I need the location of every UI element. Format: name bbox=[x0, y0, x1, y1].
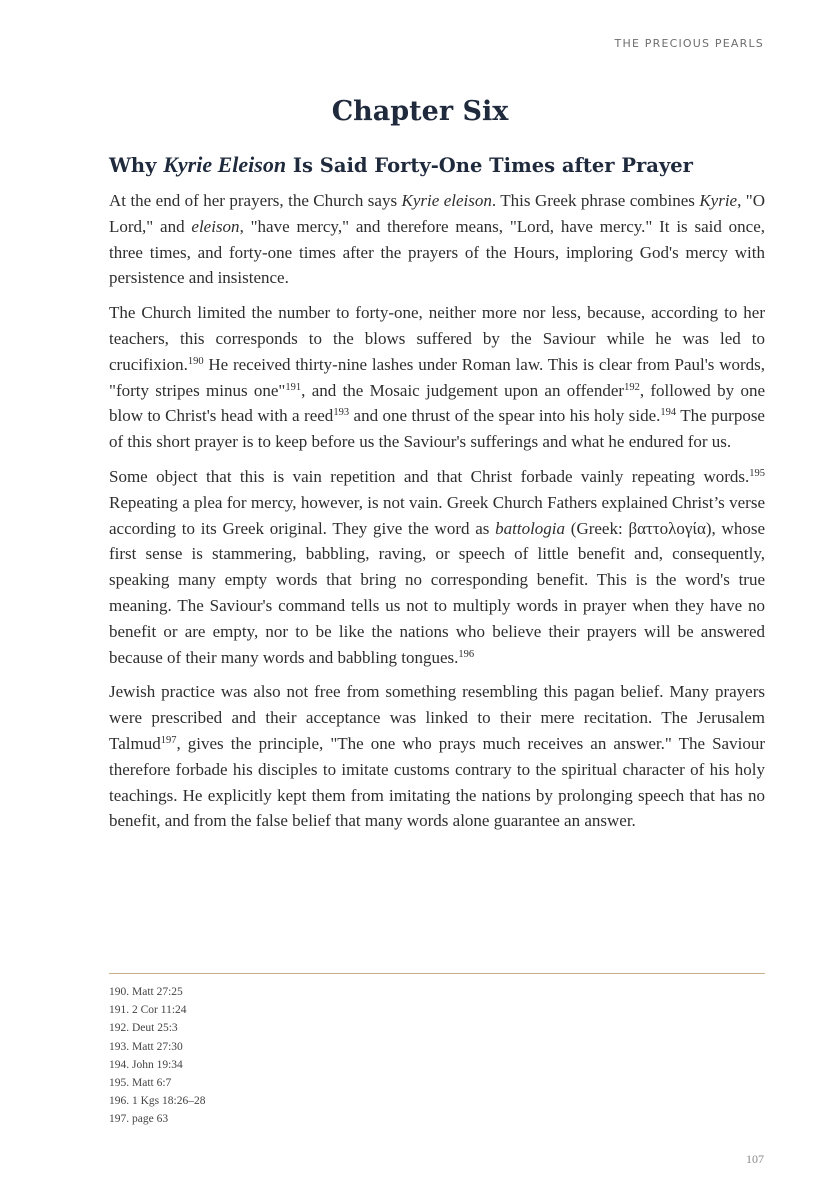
text-run: , followed by one blow to Christ's head with a reed bbox=[109, 380, 765, 426]
footnote-ref[interactable]: 195 bbox=[749, 467, 765, 479]
italic-term: eleison bbox=[191, 216, 240, 236]
italic-term: Kyrie eleison bbox=[401, 191, 492, 210]
paragraph-1 bbox=[109, 188, 765, 291]
text-run: The Church limited the number to forty-one, neither more nor less, because, according to her teachers, this corresponds to the blows suffered by the Saviour while he was led to crucifixion. bbox=[109, 303, 765, 374]
footnote-197: 197. page 63 bbox=[109, 1113, 169, 1126]
text-run: Some object that this is vain repetition and that Christ forbade vainly repeating words. bbox=[109, 466, 750, 486]
footnote-ref[interactable]: 190 bbox=[187, 355, 204, 367]
section-title bbox=[109, 152, 693, 178]
footnote-196: 196. 1 Kgs 18:26–28 bbox=[109, 1095, 206, 1108]
footnote-ref[interactable]: 194 bbox=[660, 407, 677, 419]
text-run: At the end of her prayers, the Church says bbox=[109, 191, 402, 210]
section-title-prefix: Why bbox=[109, 154, 157, 177]
text-run: , "have mercy," and therefore means, "Lord, have mercy." It is said once, three times, and forty-one times after the prayers of the Hours, imploring God's mercy with persistence and insistence. bbox=[109, 216, 766, 288]
paragraph-3 bbox=[109, 464, 765, 670]
footnote-194: 194. John 19:34 bbox=[109, 1058, 183, 1071]
italic-term: Kyrie bbox=[699, 191, 738, 210]
section-title-italic: Kyrie Eleison bbox=[163, 152, 287, 177]
text-run: . This Greek phrase combines bbox=[491, 191, 700, 210]
footnote-195: 195. Matt 6:7 bbox=[109, 1077, 172, 1090]
footnote-ref[interactable]: 193 bbox=[333, 407, 350, 419]
text-run: (Greek: βαττολογία), whose first sense is stammering, babbling, raving, or speech of little benefit and, consequently, speaking many empty words that bring no corresponding benefit. This is the word's true meaning. The Saviour's command tells us not to multiply words in prayer when they have no benefit or are empty, nor to be like the nations who believe their prayers will be answered because of their many words and babbling tongues. bbox=[109, 518, 765, 667]
footnote-191: 191. 2 Cor 11:24 bbox=[109, 1004, 187, 1017]
footnote-ref[interactable]: 196 bbox=[458, 648, 475, 660]
text-run: Repeating a plea for mercy, however, is not vain. Greek Church Fathers explained Christ’s verse according to its Greek original. They give the word as bbox=[109, 492, 765, 538]
footnote-ref[interactable]: 192 bbox=[624, 381, 640, 393]
text-run: , and the Mosaic judgement upon an offender bbox=[301, 380, 625, 400]
footnote-ref[interactable]: 197 bbox=[160, 734, 177, 746]
text-run: , "O Lord," and bbox=[109, 191, 766, 236]
footnotes bbox=[109, 983, 765, 1129]
body-text bbox=[109, 188, 765, 843]
page-number: 107 bbox=[746, 1152, 764, 1166]
footnote-divider bbox=[109, 973, 765, 974]
italic-term: battologia bbox=[495, 518, 566, 538]
text-run: Jewish practice was also not free from something resembling this pagan belief. Many prayers were prescribed and their acceptance was linked to their mere recitation. The Jerusalem Talmud bbox=[109, 682, 765, 753]
text-run: He received thirty-nine lashes under Roman law. This is clear from Paul's words, "forty stripes minus one" bbox=[109, 354, 765, 400]
paragraph-2 bbox=[109, 300, 765, 455]
chapter-title: Chapter Six bbox=[331, 96, 509, 127]
footnote-ref[interactable]: 191 bbox=[285, 381, 302, 393]
running-header: THE PRECIOUS PEARLS bbox=[614, 37, 764, 50]
footnote-192: 192. Deut 25:3 bbox=[109, 1022, 178, 1035]
text-run: , gives the principle, "The one who prays much receives an answer." The Saviour therefore forbade his disciples to imitate customs contrary to the spiritual character of his holy teachings. He explicitly kept them from imitating the nations by prolonging speech that has no benefit, and from the false belief that many words alone guarantee an answer. bbox=[109, 733, 765, 831]
footnote-190: 190. Matt 27:25 bbox=[109, 986, 183, 998]
section-title-suffix: Is Said Forty-One Times after Prayer bbox=[292, 154, 693, 177]
text-run: The purpose of this short prayer is to keep before us the Saviour's sufferings and what he endured for us. bbox=[109, 406, 765, 452]
paragraph-4 bbox=[109, 679, 765, 834]
footnote-193: 193. Matt 27:30 bbox=[109, 1040, 183, 1053]
text-run: and one thrust of the spear into his holy side. bbox=[349, 406, 661, 426]
